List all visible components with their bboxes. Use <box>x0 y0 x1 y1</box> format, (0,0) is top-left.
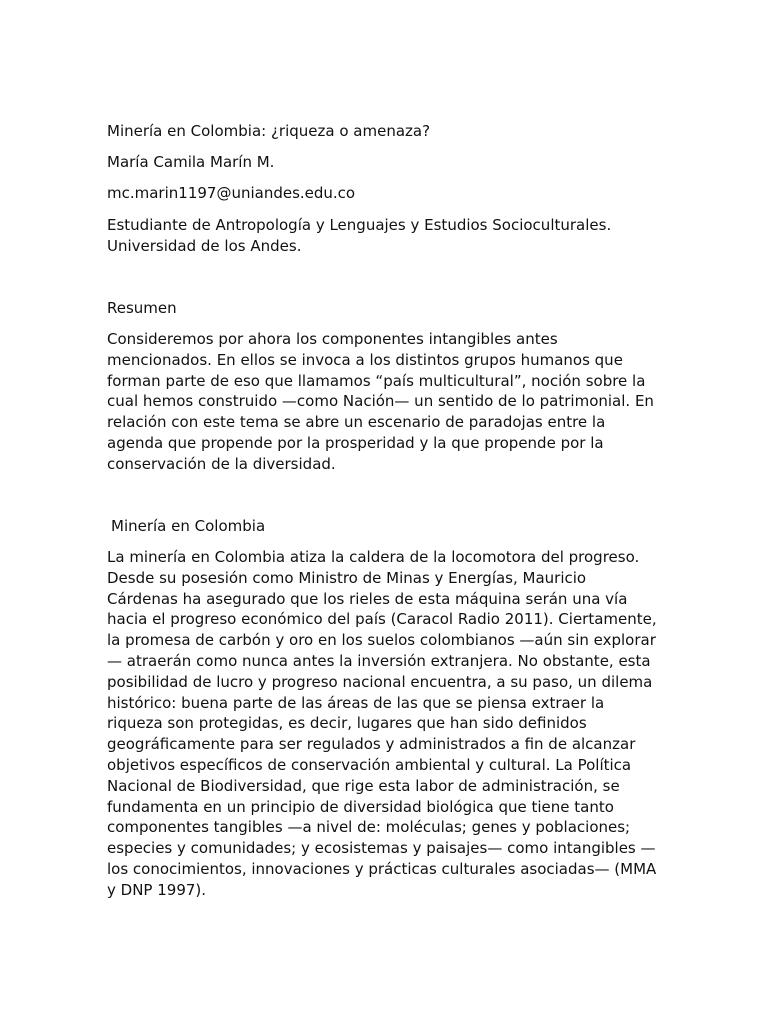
author-affiliation: Estudiante de Antropología y Lenguajes y Estudios Socioculturales. Universidad de los Andes. <box>107 216 612 255</box>
author-email: mc.marin1197@uniandes.edu.co <box>107 184 356 202</box>
document-title: Minería en Colombia: ¿riqueza o amenaza? <box>107 122 431 140</box>
abstract-paragraph: Consideremos por ahora los componentes intangibles antes mencionados. En ellos se invoca a los distintos grupos humanos que forman parte de eso que llamamos “país multicultural”, noción sobre la cual hemos construido —como Nación— un sentido de lo patrimonial. En relación con este tema se abre un escenario de paradojas entre la agenda que propende por la prosperidad y la que propende por la conservación de la diversidad. <box>107 330 654 473</box>
abstract-heading: Resumen <box>107 299 177 317</box>
author-name: María Camila Marín M. <box>107 153 275 171</box>
section-paragraph: La minería en Colombia atiza la caldera de la locomotora del progreso. Desde su posesión como Ministro de Minas y Energías, Mauricio Cárdenas ha asegurado que los rieles de esta máquina serán una vía hacia el progreso económico del país (Caracol Radio 2011). Ciertamente, la promesa de carbón y oro en los suelos colombianos —aún sin explorar — atraerán como nunca antes la inversión extranjera. No obstante, esta posibilidad de lucro y progreso nacional encuentra, a su paso, un dilema histórico: buena parte de las áreas de las que se piensa extraer la riqueza son protegidas, es decir, lugares que han sido definidos geográficamente para ser regulados y administrados a fin de alcanzar objetivos específicos de conservación ambiental y cultural. La Política Nacional de Biodiversidad, que rige esta labor de administración, se fundamenta en un principio de diversidad biológica que tiene tanto componentes tangibles —a nivel de: moléculas; genes y poblaciones; especies y comunidades; y ecosistemas y paisajes— como intangibles — los conocimientos, innovaciones y prácticas culturales asociadas— (MMA y DNP 1997). <box>107 548 657 899</box>
section-heading: Minería en Colombia <box>111 517 266 535</box>
